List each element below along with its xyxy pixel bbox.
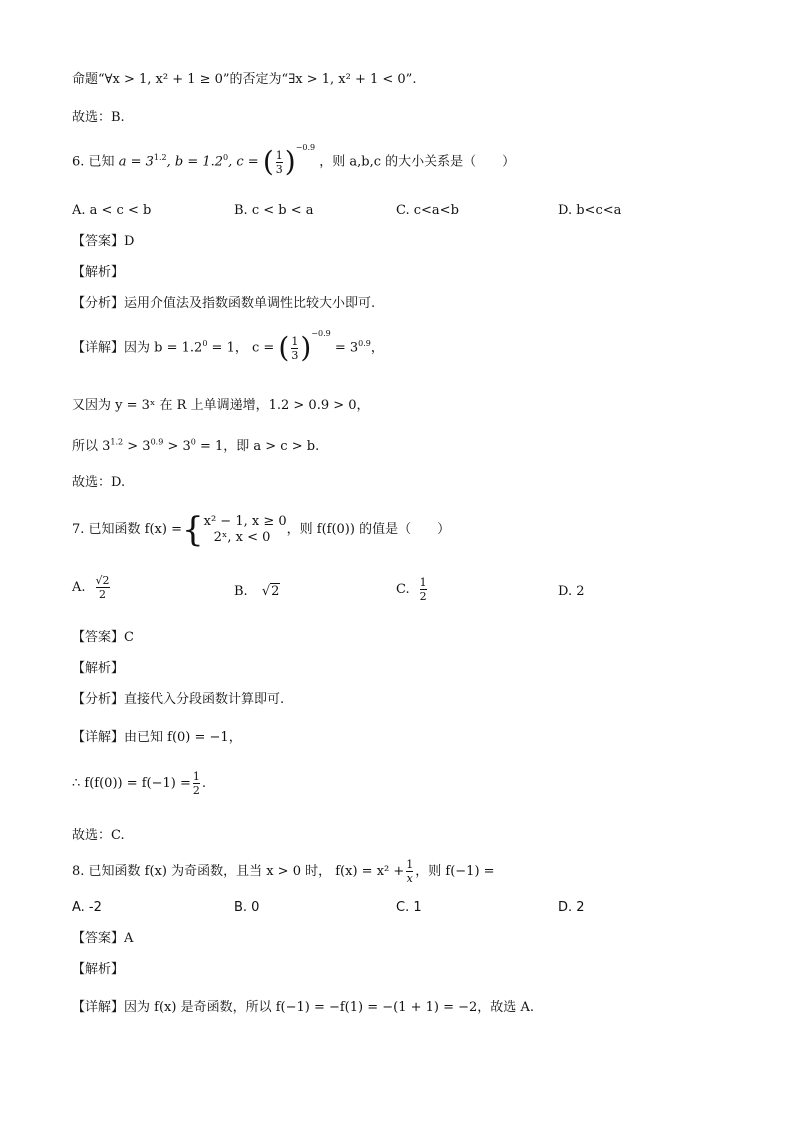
detail1-frac-num: 1 [291,334,299,348]
q6-b-exp: 0 [223,153,229,163]
opt-a-label: A. [72,579,86,595]
detail1-b: 0 [202,339,208,349]
opt-c-den: 2 [419,590,427,603]
answer-value: D [124,234,135,249]
answer-value: A [124,931,134,946]
opt-c-label: C. [396,581,410,597]
q6-c-exp: −0.9 [295,143,316,153]
answer-label: 【答案】 [72,630,125,645]
q6-answer [72,232,134,252]
detail-label: 【详解】 [72,340,125,356]
answer-value: C [124,630,134,645]
choose-line-q5: 故选：B. [72,110,125,125]
q8-stem-b: ，则 f(−1) = [415,863,495,879]
detail3-a: 所以 3 [72,439,111,454]
case-2: 2ˣ, x < 0 [213,530,271,545]
detail1-c: = 1， c = [207,340,275,356]
detail2-den: 2 [192,784,200,797]
detail2-num: 1 [192,770,200,783]
q6-b: , b = 1.2 [166,154,224,170]
opt-c-num: 1 [419,576,427,589]
detail3-g: = 1，即 a > c > b. [195,439,320,454]
left-paren: ( [262,145,274,178]
q6-option-b: B. c < b < a [234,203,314,218]
opt-a-num: √2 [95,574,110,587]
q7-detail-1 [72,728,242,748]
q6-fraction [276,149,283,176]
detail3-e: > 3 [163,439,191,454]
detail1-fraction [291,335,298,362]
q6-frac-num: 1 [275,148,283,162]
q8-jiexi: 【解析】 [72,962,125,977]
piecewise-brace: { [181,510,204,550]
q8-option-d: D. 2 [558,900,585,915]
q7-choose: 故选：C. [72,828,125,843]
opt-b-label: B. [234,584,248,599]
q6-choose: 故选：D. [72,475,126,490]
q6-detail-2: 又因为 y = 3ˣ 在 R 上单调递增，1.2 > 0.9 > 0， [72,398,370,413]
detail-text: 因为 f(x) 是奇函数，所以 f(−1) = −f(1) = −(1 + 1) = −2，故选 A. [124,1000,534,1015]
q6-detail-1 [72,329,384,364]
q6-option-d: D. b<c<a [558,203,622,218]
detail1-g: 0.9 [358,339,371,349]
detail1-frac-den: 3 [291,348,299,362]
q6-frac-den: 3 [275,162,283,176]
opt-a-den: 2 [99,588,107,601]
q6-option-a: A. a < c < b [72,203,152,218]
answer-label: 【答案】 [72,234,125,249]
detail1-a: 因为 b = 1.2 [124,340,203,356]
q6-c: , c = [228,154,259,170]
detail1-e: −0.9 [311,329,331,339]
q6-stem-pre: 6. 已知 [72,154,115,170]
q7-detail-2 [72,770,206,797]
q7-option-a [72,574,112,601]
q8-answer [72,929,133,949]
q6-fenxi [72,294,375,314]
q8-option-b: B. 0 [234,900,260,915]
q8-detail [72,998,534,1018]
answer-label: 【答案】 [72,931,125,946]
q6-stem-post: ，则 a,b,c 的大小关系是（ ） [319,154,516,170]
q8-stem [72,858,495,885]
detail1-text: 由已知 f(0) = −1， [124,730,242,745]
q6-detail-3 [72,437,319,457]
q8-option-c: C. 1 [396,900,422,915]
q7-answer [72,628,134,648]
detail-label: 【详解】 [72,1000,125,1015]
detail2-end: . [201,775,207,791]
q8-frac [406,858,413,885]
q6-option-c: C. c<a<b [396,203,459,218]
right-paren: ) [284,145,296,178]
detail-label: 【详解】 [72,730,125,745]
case-1: x² − 1, x ≥ 0 [203,514,287,529]
q8-frac-num: 1 [406,858,414,871]
q6-a: a = 3 [118,154,154,170]
detail1-f: = 3 [330,340,359,356]
q7-option-d: D. 2 [558,584,585,599]
detail2-frac [193,770,200,797]
q7-fenxi [72,690,284,710]
q8-option-a: A. -2 [72,900,102,915]
fenxi-label: 【分析】 [72,296,125,311]
detail3-c: > 3 [123,439,151,454]
fenxi-text: 直接代入分段函数计算即可. [124,692,285,707]
detail3-b: 1.2 [110,437,124,447]
right-paren: ) [300,331,312,364]
left-paren: ( [278,331,290,364]
detail3-d: 0.9 [150,437,164,447]
q8-stem-a: 8. 已知函数 f(x) 为奇函数，且当 x > 0 时， f(x) = x² + [72,863,405,879]
q7-stem [72,510,450,550]
fenxi-text: 运用介值法及指数函数单调性比较大小即可. [124,296,376,311]
detail1-h: ， [370,340,384,356]
q7-stem-post: ，则 f(f(0)) 的值是（ ） [286,522,451,537]
q7-jiexi: 【解析】 [72,661,125,676]
q7-option-c [396,576,429,603]
q6-jiexi: 【解析】 [72,265,125,280]
q6-a-exp: 1.2 [153,153,167,163]
opt-c-frac [420,576,427,603]
piecewise-cases [204,514,287,546]
negation-line: 命题“∀x > 1, x² + 1 ≥ 0”的否定为“∃x > 1, x² + 1 < 0”. [72,72,417,87]
q7-option-b: B. √2 [234,584,280,599]
q8-frac-den: x [406,872,413,885]
detail3-f: 0 [190,437,196,447]
fenxi-label: 【分析】 [72,692,125,707]
q7-stem-pre: 7. 已知函数 f(x) = [72,522,182,537]
opt-a-frac [96,574,110,601]
q6-stem [72,143,516,178]
opt-b-radicand: 2 [271,584,280,599]
detail2-a: ∴ f(f(0)) = f(−1) = [72,775,191,791]
